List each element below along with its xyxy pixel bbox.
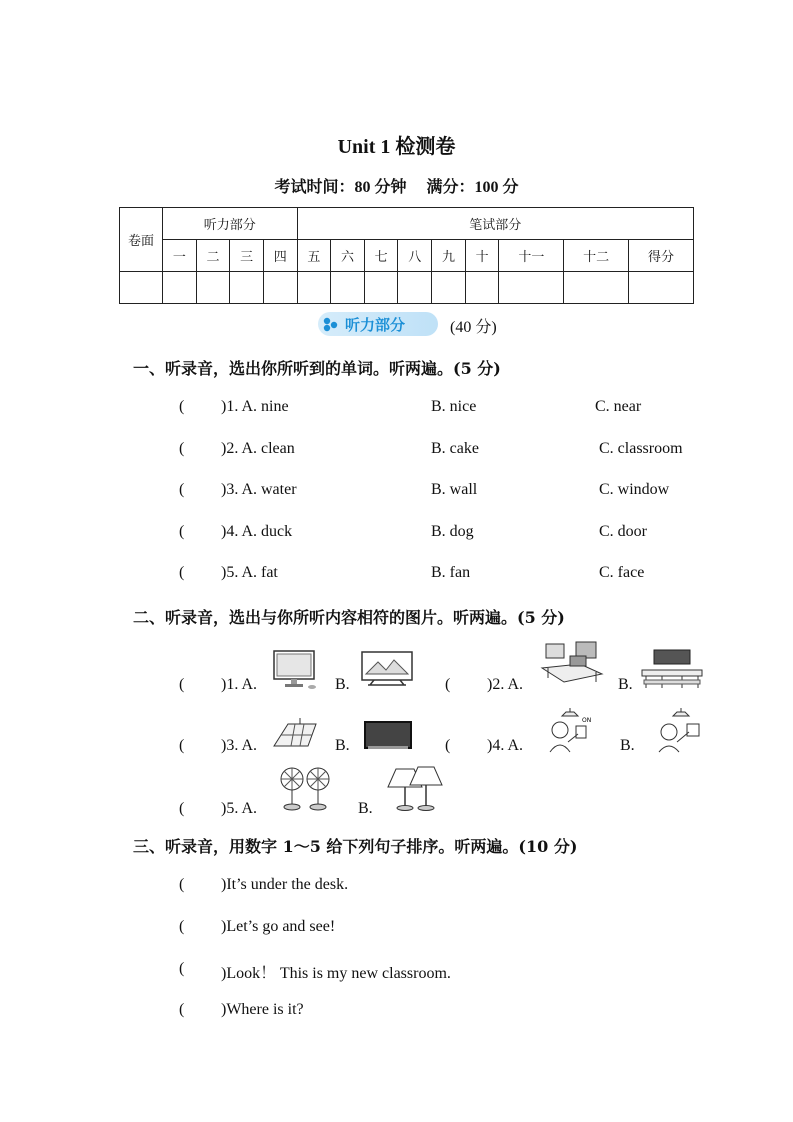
col-header: 五 [297,240,331,272]
col-header: 八 [398,240,432,272]
score-cell[interactable] [263,272,297,304]
score-cell[interactable] [331,272,365,304]
score-cell[interactable] [163,272,197,304]
question-option-b: B. fan [431,564,471,581]
question-option-a: )4. A. duck [221,523,293,540]
question-option-b: B. dog [431,523,474,540]
question-option-b: B. wall [431,481,478,498]
score-cell[interactable] [364,272,398,304]
score-cell[interactable] [398,272,432,304]
score-cell[interactable] [297,272,331,304]
exam-info [0,174,793,197]
col-header: 六 [331,240,365,272]
answer-paren[interactable]: ( [179,523,185,540]
col-header: 三 [230,240,264,272]
blackboard-desks-icon [640,648,704,692]
picture-question-label: )5. A. [221,800,257,817]
two-lamps-icon [384,765,446,813]
question-option-c: C. classroom [599,440,683,457]
question-option-c: C. near [595,398,642,415]
answer-paren[interactable]: ( [179,676,185,693]
computer-monitor-icon [272,650,318,690]
question-option-c: C. window [599,481,670,498]
score-cell[interactable] [465,272,499,304]
page-title: Unit 1 检测卷 [337,136,456,158]
col-header: 十 [465,240,499,272]
col-header: 得分 [629,240,694,272]
question-option-a: )5. A. fat [221,564,278,581]
answer-paren[interactable]: ( [179,918,185,935]
part-badge-label: 听力部分 [345,316,406,334]
two-fans-icon [278,765,336,813]
blackboard-icon [363,720,415,752]
section2-heading: 二、听录音，选出与你所听内容相符的图片。听两遍。(5 分) [133,608,565,627]
col-header: 二 [196,240,230,272]
answer-paren[interactable]: ( [445,676,451,693]
full-score: 满分：100 分 [426,179,519,196]
picture-question-label: )4. A. [487,737,523,754]
score-cell[interactable] [120,272,163,304]
score-cell[interactable] [564,272,629,304]
answer-paren[interactable]: ( [179,960,185,977]
score-table [119,207,694,304]
exam-time: 考试时间：80 分钟 [274,179,407,196]
col-header: 一 [163,240,197,272]
section1-heading: 一、听录音，选出你所听到的单词。听两遍。(5 分) [133,359,501,378]
question-option-b: B. cake [431,440,479,457]
picture-question-label: )1. A. [221,676,257,693]
sentence-item: )Where is it? [221,1001,304,1018]
option-b-label: B. [335,676,350,693]
paper-label: 卷面 [120,208,163,272]
question-option-c: C. face [599,564,645,581]
dots-icon [322,317,340,333]
boy-light-switch-icon [546,706,600,754]
answer-paren[interactable]: ( [179,440,185,457]
answer-paren[interactable]: ( [179,564,185,581]
question-option-a: )1. A. nine [221,398,289,415]
score-cell[interactable] [629,272,694,304]
col-header: 四 [263,240,297,272]
answer-paren[interactable]: ( [179,876,185,893]
question-option-a: )2. A. clean [221,440,295,457]
option-b-label: B. [618,676,633,693]
answer-paren[interactable]: ( [179,1001,185,1018]
floor-tiles-icon [270,716,318,752]
tv-screen-icon [360,650,416,686]
question-option-b: B. nice [431,398,477,415]
sentence-item: )Let’s go and see! [221,918,336,935]
boy-fan-switch-icon [655,706,709,754]
answer-paren[interactable]: ( [179,398,185,415]
sentence-item: )Look！ This is my new classroom. [221,965,451,982]
score-cell[interactable] [230,272,264,304]
question-option-a: )3. A. water [221,481,297,498]
part-badge-points: (40 分) [450,319,497,336]
option-b-label: B. [358,800,373,817]
picture-question-label: )3. A. [221,737,257,754]
answer-paren[interactable]: ( [179,481,185,498]
option-b-label: B. [335,737,350,754]
col-header: 九 [432,240,466,272]
score-cell[interactable] [432,272,466,304]
classroom-desks-icon [540,638,606,690]
answer-paren[interactable]: ( [179,800,185,817]
col-header: 七 [364,240,398,272]
picture-question-label: )2. A. [487,676,523,693]
svg-text:ON: ON [582,717,592,724]
listening-header: 听力部分 [163,208,298,240]
col-header: 十二 [564,240,629,272]
written-header: 笔试部分 [297,208,693,240]
score-cell[interactable] [499,272,564,304]
question-option-c: C. door [599,523,647,540]
col-header: 十一 [499,240,564,272]
section3-heading: 三、听录音，用数字 1～5 给下列句子排序。听两遍。(10 分) [133,837,578,856]
answer-paren[interactable]: ( [445,737,451,754]
option-b-label: B. [620,737,635,754]
score-cell[interactable] [196,272,230,304]
sentence-item: )It’s under the desk. [221,876,349,893]
answer-paren[interactable]: ( [179,737,185,754]
